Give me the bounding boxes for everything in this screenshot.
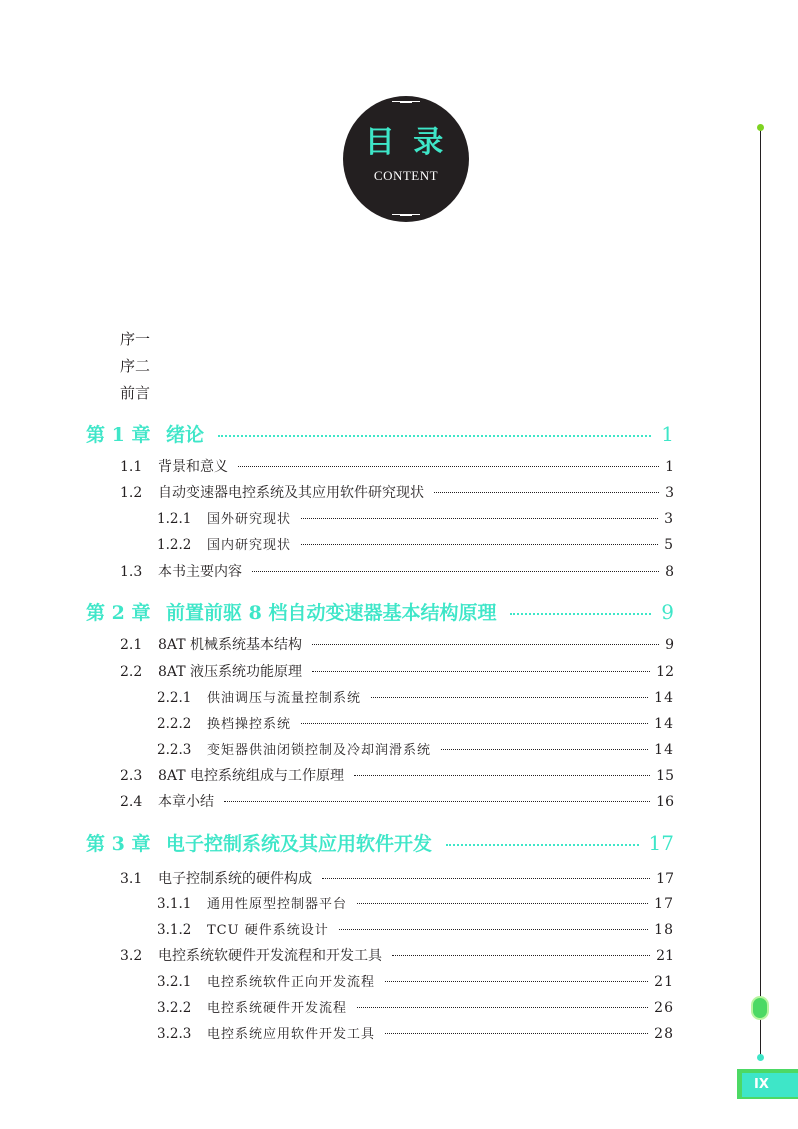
toc-number: 2.2	[120, 664, 143, 680]
toc-title: 本书主要内容	[158, 564, 242, 580]
front-matter-item[interactable]: 序一	[120, 330, 151, 348]
front-matter-item[interactable]: 序二	[120, 357, 151, 375]
toc-title: 8AT 电控系统组成与工作原理	[158, 768, 345, 784]
toc-leader	[385, 981, 648, 982]
toc-number: 3.1	[120, 871, 143, 887]
toc-leader	[385, 1033, 648, 1034]
toc-title: 本章小结	[158, 794, 214, 810]
toc-section[interactable]	[120, 945, 674, 965]
toc-title: 8AT 液压系统功能原理	[158, 664, 303, 680]
toc-leader	[441, 749, 648, 750]
toc-section[interactable]	[120, 634, 674, 654]
toc-leader	[434, 492, 659, 493]
toc-leader	[218, 435, 651, 437]
page-subtitle: CONTENT	[373, 168, 439, 183]
toc-page: 1	[661, 422, 674, 446]
toc-page: 15	[656, 768, 674, 784]
toc-number: 第 2 章	[86, 602, 151, 624]
toc-leader	[301, 723, 648, 724]
toc-page: 3	[664, 511, 674, 527]
side-rail-dot-top	[757, 124, 764, 131]
toc-number: 2.2.2	[157, 716, 192, 732]
toc-leader	[446, 844, 639, 846]
toc-title: 电控系统软硬件开发流程和开发工具	[158, 948, 382, 964]
toc-title: 电子控制系统的硬件构成	[158, 871, 312, 887]
toc-leader	[354, 775, 650, 776]
toc-number: 2.3	[120, 768, 143, 784]
toc-leader	[322, 878, 650, 879]
toc-title: 供油调压与流量控制系统	[207, 691, 362, 706]
toc-section[interactable]	[120, 561, 674, 581]
toc-number: 1.1	[120, 459, 143, 475]
toc-leader	[312, 671, 650, 672]
toc-title: 背景和意义	[158, 459, 228, 475]
toc-title: 电子控制系统及其应用软件开发	[166, 833, 433, 855]
toc-title: 国内研究现状	[207, 538, 292, 553]
toc-section[interactable]	[120, 661, 674, 681]
toc-subsection[interactable]	[157, 919, 674, 938]
toc-page: 21	[656, 948, 674, 964]
toc-leader	[510, 613, 651, 615]
toc-number: 3.1.1	[157, 896, 192, 912]
toc-page: 17	[656, 871, 674, 887]
toc-number: 2.4	[120, 794, 143, 810]
side-rail-marker	[753, 998, 767, 1018]
toc-title: 前置前驱 8 档自动变速器基本结构原理	[166, 602, 497, 624]
toc-leader	[301, 518, 658, 519]
toc-number: 第 3 章	[86, 833, 151, 855]
toc-leader	[357, 903, 648, 904]
toc-page: 17	[654, 896, 674, 912]
toc-section[interactable]	[120, 791, 674, 811]
toc-title: 国外研究现状	[207, 512, 292, 527]
toc-subsection[interactable]	[157, 508, 674, 527]
toc-subsection[interactable]	[157, 1023, 674, 1042]
toc-leader	[371, 697, 648, 698]
toc-subsection[interactable]	[157, 713, 674, 732]
toc-page: 18	[654, 922, 674, 938]
page-title: 目 录	[364, 125, 448, 160]
toc-title: 电控系统软件正向开发流程	[207, 975, 376, 990]
toc-section[interactable]	[120, 456, 674, 476]
toc-page: 5	[664, 537, 674, 553]
toc-page: 28	[654, 1026, 674, 1042]
toc-number: 第 1 章	[86, 424, 151, 446]
toc-title: 绪论	[166, 424, 205, 446]
toc-leader	[238, 466, 659, 467]
toc-number: 2.1	[120, 637, 143, 653]
toc-number: 2.2.3	[157, 742, 192, 758]
toc-title: 电控系统硬件开发流程	[207, 1001, 348, 1016]
toc-page: 8	[665, 564, 674, 580]
toc-page: 1	[665, 459, 674, 475]
toc-title: 变矩器供油闭锁控制及冷却润滑系统	[207, 743, 432, 758]
toc-leader	[224, 801, 650, 802]
toc-leader	[301, 544, 658, 545]
toc-chapter[interactable]	[86, 829, 674, 856]
toc-section[interactable]	[120, 482, 674, 502]
toc-leader	[312, 644, 659, 645]
toc-page: 3	[665, 485, 674, 501]
toc-number: 3.2.2	[157, 1000, 192, 1016]
toc-page: 21	[654, 974, 674, 990]
toc-number: 1.2	[120, 485, 143, 501]
toc-page: 17	[648, 831, 674, 855]
toc-section[interactable]	[120, 765, 674, 785]
toc-subsection[interactable]	[157, 687, 674, 706]
toc-subsection[interactable]	[157, 997, 674, 1016]
toc-title: TCU 硬件系统设计	[207, 923, 329, 938]
toc-number: 1.2.2	[157, 537, 192, 553]
toc-chapter[interactable]	[86, 420, 674, 447]
toc-subsection[interactable]	[157, 534, 674, 553]
toc-leader	[392, 955, 650, 956]
toc-page: 9	[665, 637, 674, 653]
badge-ornament-bottom	[400, 214, 412, 216]
toc-number: 1.2.1	[157, 511, 192, 527]
front-matter-item[interactable]: 前言	[120, 384, 151, 402]
toc-section[interactable]	[120, 868, 674, 888]
toc-title: 电控系统应用软件开发工具	[207, 1027, 376, 1042]
side-rail-line	[760, 128, 761, 1058]
toc-page: 12	[656, 664, 674, 680]
toc-leader	[357, 1007, 648, 1008]
toc-page: 14	[654, 742, 674, 758]
toc-number: 3.2.1	[157, 974, 192, 990]
toc-subsection[interactable]	[157, 971, 674, 990]
toc-number: 3.2.3	[157, 1026, 192, 1042]
page-number: IX	[742, 1073, 798, 1097]
toc-leader	[252, 571, 659, 572]
toc-page: 26	[654, 1000, 674, 1016]
toc-subsection[interactable]	[157, 893, 674, 912]
toc-page: 16	[656, 794, 674, 810]
toc-number: 1.3	[120, 564, 143, 580]
toc-title: 换档操控系统	[207, 717, 292, 732]
toc-title: 8AT 机械系统基本结构	[158, 637, 303, 653]
badge-ornament-top	[400, 101, 412, 103]
toc-chapter[interactable]	[86, 598, 674, 625]
toc-page: 14	[654, 716, 674, 732]
toc-number: 2.2.1	[157, 690, 192, 706]
contents-badge	[343, 96, 469, 222]
toc-title: 自动变速器电控系统及其应用软件研究现状	[158, 485, 424, 501]
toc-subsection[interactable]	[157, 739, 674, 758]
toc-page: 14	[654, 690, 674, 706]
toc-title: 通用性原型控制器平台	[207, 897, 348, 912]
toc-number: 3.2	[120, 948, 143, 964]
toc-page: 9	[661, 600, 674, 624]
side-rail-dot-bottom	[757, 1054, 764, 1061]
toc-leader	[339, 929, 648, 930]
toc-number: 3.1.2	[157, 922, 192, 938]
